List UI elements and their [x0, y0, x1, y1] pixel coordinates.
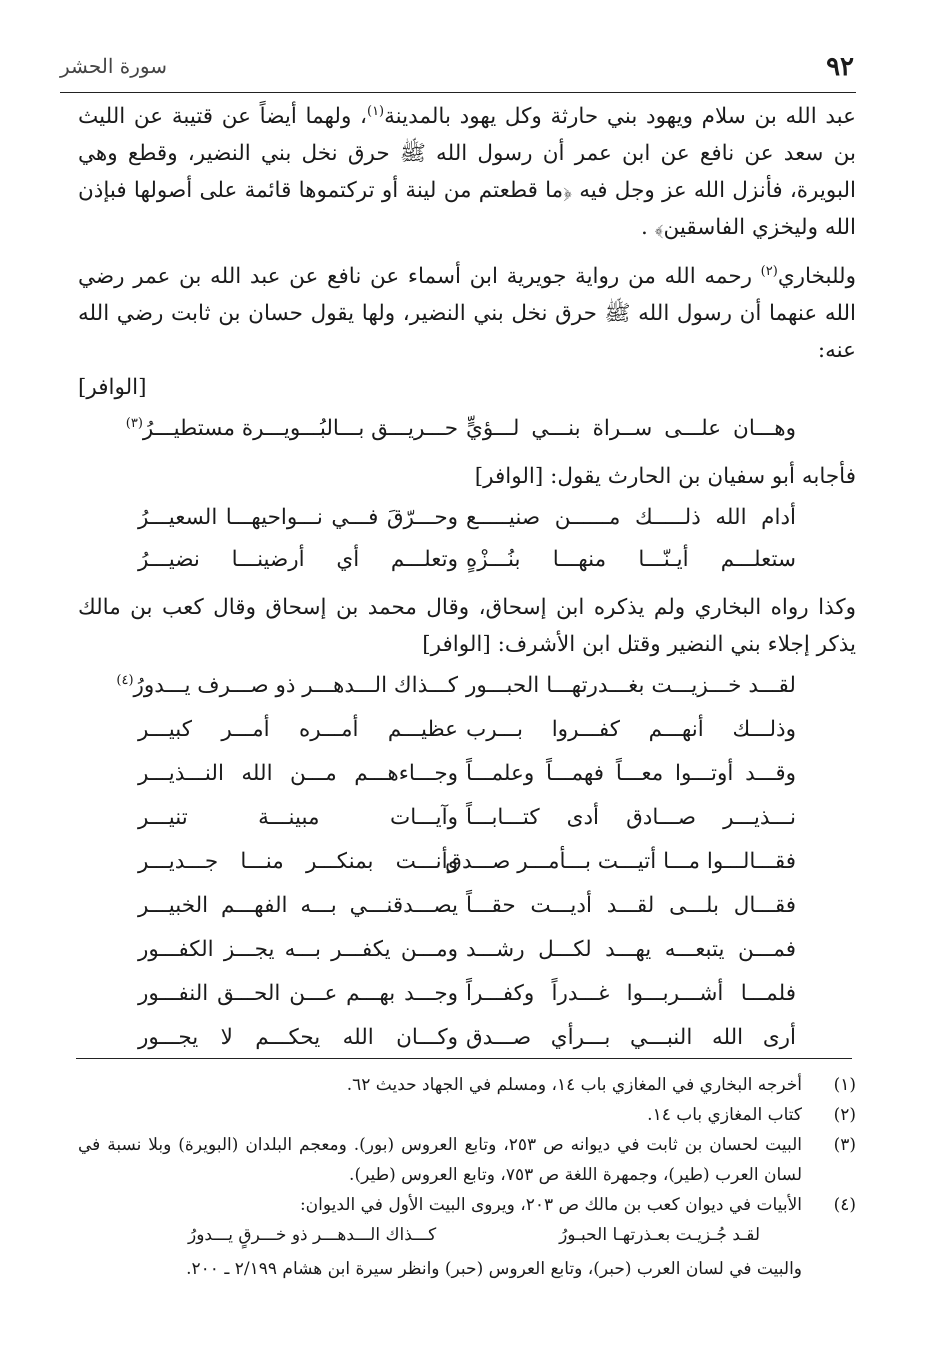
verse-first-hemistich: نـــذيـــر صـــادق أدى كتـــابـــاً	[466, 805, 796, 830]
footnote-item	[78, 1100, 856, 1130]
footnote-item	[78, 1070, 856, 1100]
footnote-text: البيت لحسان بن ثابت في ديوانه ص ٢٥٣، وتابع العروس (بور). ومعجم البلدان (البويرة) وبلا نسبة في لسان العرب (طير)، وجمهرة اللغة ص ٧٥٣، وتابع العروس (طير).	[78, 1135, 802, 1185]
footnote-item	[78, 1190, 856, 1220]
verse-first-hemistich: أرى الله النبـــي بـــرأي صـــدق	[466, 1025, 796, 1050]
verse-line	[78, 887, 856, 931]
verse-line	[78, 667, 856, 711]
footnote-text: الأبيات في ديوان كعب بن مالك ص ٢٠٣، ويروى البيت الأول في الديوان:	[299, 1195, 802, 1215]
meter-label: [الوافر]	[78, 375, 147, 400]
footnote-verse-first: لقـد جُـزيـت بعـذرتهـا الحبـورُ	[559, 1225, 760, 1245]
verse-line	[78, 843, 856, 887]
verse-line	[78, 931, 856, 975]
footnote-text: أخرجه البخاري في المغازي باب ١٤، ومسلم في الجهاد حديث ٦٢.	[346, 1075, 802, 1095]
footnote-mark-4: (٤)	[116, 672, 134, 688]
verse-second-hemistich: عظيـــم أمـــره أمـــر كبيـــر	[138, 717, 458, 742]
footnotes	[78, 1070, 856, 1284]
header-rule	[60, 92, 856, 93]
paragraph-1-rest: ، ولهما أيضاً عن قتيبة عن الليث بن سعد عن نافع عن ابن عمر أن رسول الله ﷺ حرق نخل بني النضير، وقطع وهي البويرة، فأنزل الله عز وجل فيه ﴿ما قطعتم من لينة أو تركتموها قائمة على أصولها فبإذن الله وليخزي الفاسقين﴾ .	[78, 104, 856, 240]
verse-second-hemistich: حـــريـــق بـــالبُـــويـــرة مستطيـــرُ$^{(٣)}$	[125, 415, 458, 441]
verse-line	[78, 541, 856, 583]
paragraph-1	[78, 98, 856, 246]
verse-first-hemistich: وذلـــك أنهـــم كفـــروا بـــرب	[466, 717, 796, 742]
verse-block-1	[78, 410, 856, 452]
verse-first-hemistich: فمـــن يتبعـــه يهـــد لكـــل رشـــد	[466, 937, 796, 962]
verse-second-hemistich: كـــذاك الـــدهـــر ذو صـــرف يـــدورُ$^{(٤)}$	[116, 672, 458, 698]
verse-second-hemistich: وجـــد بهـــم عـــن الحـــق النفـــور	[138, 981, 458, 1006]
verse-second-hemistich: وكـــان الله يحكـــم لا يجـــور	[138, 1025, 458, 1050]
footnote-mark-3: (٣)	[125, 415, 143, 431]
verse-second-hemistich: وتعلـــم أي أرضينـــا نضيـــرُ	[138, 547, 458, 572]
paragraph-2-rest: رحمه الله من رواية جويرية ابن أسماء عن نافع عن عبد الله بن عمر رضي الله عنهما أن رسول الله ﷺ حرق نخل بني النضير، ولها يقول حسان بن ثابت رضي الله عنه:	[78, 264, 856, 363]
verse-first-hemistich: ستعلـــم أيـنّـــا منهـــا بنُـــزْهٍ	[466, 547, 796, 572]
verse-first-hemistich: فقـــالـــوا مـــا أتيـــت بـــأمـــر صـــدق	[445, 849, 796, 874]
verse-second-hemistich: وآيـــات مبينـــة تنيـــر	[138, 805, 458, 830]
footnote-continuation: والبيت في لسان العرب (حبر)، وتابع العروس (حبر) وانظر سيرة ابن هشام ٢/١٩٩ ـ ٢٠٠.	[186, 1259, 802, 1279]
footnote-number: (٣)	[833, 1135, 856, 1155]
verse-line	[78, 799, 856, 843]
paragraph-2	[78, 258, 856, 406]
page-number: ٩٢	[826, 52, 854, 82]
footnote-verse	[78, 1220, 856, 1254]
verse-line	[78, 410, 856, 452]
verse-line	[78, 711, 856, 755]
footnote-mark-1: (١)	[366, 103, 385, 119]
verse-block-3	[78, 667, 856, 1063]
verse-line	[78, 499, 856, 541]
verse-block-2	[78, 499, 856, 583]
paragraph-2-start: وللبخاري	[777, 264, 856, 289]
paragraph-3: فأجابه أبو سفيان بن الحارث يقول: [الوافر]	[474, 464, 856, 489]
footnote-number: (٢)	[833, 1105, 856, 1125]
running-title: سورة الحشر	[60, 54, 168, 78]
verse-second-hemistich: وحـــرّقَ فـــي نـــواحيهـــا السعيـــرُ	[138, 505, 458, 530]
verse-first-hemistich: لقـــد خـــزيـــت بغـــدرتهـــا الحبـــور	[466, 673, 796, 698]
verse-first-hemistich: وهـــان علـــى ســراة بنـــي لـــؤيٍّ	[466, 416, 796, 441]
footnote-text: كتاب المغازي باب ١٤.	[647, 1105, 802, 1125]
verse-line	[78, 755, 856, 799]
main-text	[78, 98, 856, 1069]
verse-first-hemistich: فلمـــا أشـــربـــوا غـــدراً وكفـــراً	[466, 981, 796, 1006]
verse-second-hemistich: وأنـــت بمنكـــر منـــا جـــديـــر	[138, 849, 458, 874]
footnote-item	[78, 1130, 856, 1190]
verse-second-hemistich: يصـــدقنـــي بـــه الفهـــم الخبيـــر	[138, 893, 458, 918]
footnote-number: (١)	[833, 1075, 856, 1095]
verse-line	[78, 1019, 856, 1063]
verse-second-hemistich: وجـــاءهـــم مـــن الله النـــذيـــر	[138, 761, 458, 786]
running-header	[60, 52, 854, 88]
verse-first-hemistich: أدام الله ذلـــــك مــــــن صنيـــــع	[466, 505, 796, 530]
footnote-rule	[76, 1058, 852, 1059]
verse-second-hemistich: ومـــن يكفـــر بـــه يجـــز الكفـــور	[138, 937, 458, 962]
verse-line	[78, 975, 856, 1019]
footnote-mark-2: (٢)	[760, 263, 778, 279]
verse-first-hemistich: فقـــال بلـــى لقـــد أديـــت حقـــاً	[466, 893, 796, 918]
footnote-verse-second: كـــذاك الـــدهـــر ذو خـــرقٍ يـــدورُ	[188, 1225, 437, 1245]
paragraph-1-start: عبد الله بن سلام ويهود بني حارثة وكل يهود بالمدينة	[384, 104, 856, 129]
verse-first-hemistich: وقـــد أوتـــوا معـــاً فهمـــاً وعلمـــاً	[466, 761, 796, 786]
paragraph-4: وكذا رواه البخاري ولم يذكره ابن إسحاق، وقال محمد بن إسحاق وقال كعب بن مالك يذكر إجلاء بني النضير وقتل ابن الأشرف: [الوافر]	[78, 595, 856, 657]
footnote-number: (٤)	[833, 1195, 856, 1215]
